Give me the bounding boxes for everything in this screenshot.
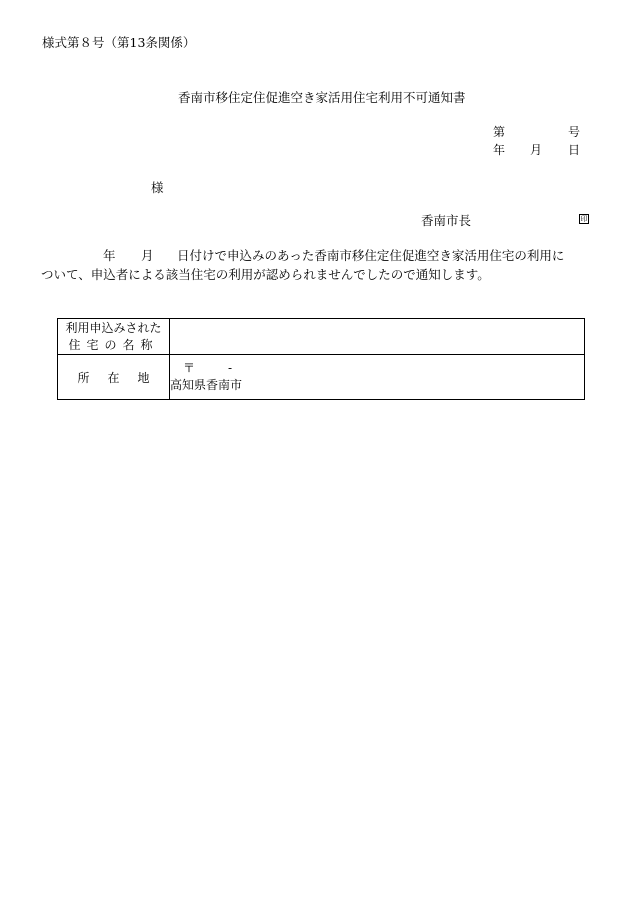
table-row: [58, 355, 585, 400]
date-year-label: 年: [493, 143, 506, 157]
addressee-honorific: 様: [151, 180, 164, 195]
location-label: 所在地: [77, 370, 168, 385]
location-value[interactable]: [170, 355, 585, 400]
city-name: 高知県香南市: [170, 378, 243, 392]
housing-info-table: [57, 318, 585, 400]
body-year-label: 年: [103, 248, 116, 263]
doc-number-prefix: 第: [493, 125, 506, 139]
form-number: 様式第８号（第13条関係）: [42, 35, 196, 50]
postal-dash: -: [228, 361, 233, 375]
seal-icon: 印: [580, 214, 588, 223]
housing-name-value[interactable]: [170, 319, 585, 355]
issuer-name: 香南市長: [421, 213, 472, 228]
body-line-1: 日付けで申込みのあった香南市移住定住促進空き家活用住宅の利用に: [177, 248, 565, 263]
table-row: [58, 319, 585, 355]
date-day-label: 日: [568, 143, 581, 157]
postal-code-line: [170, 360, 584, 377]
location-label-cell: [58, 355, 170, 400]
document-title: 香南市移住定住促進空き家活用住宅利用不可通知書: [178, 90, 466, 105]
body-line-2: ついて、申込者による該当住宅の利用が認められませんでしたので通知します。: [41, 267, 490, 282]
housing-name-label-line2: 住宅の名称: [68, 337, 159, 352]
housing-name-label-cell: [58, 319, 170, 355]
body-month-label: 月: [141, 248, 154, 263]
doc-number-suffix: 号: [568, 125, 581, 139]
date-month-label: 月: [530, 143, 543, 157]
housing-name-label-line1: 利用申込みされた: [65, 320, 162, 335]
postal-mark: 〒: [183, 361, 196, 375]
